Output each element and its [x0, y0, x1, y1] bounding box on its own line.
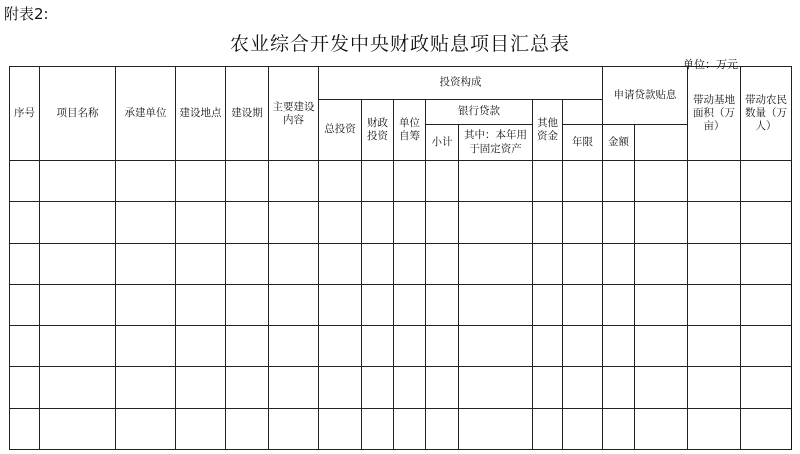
table-cell[interactable] — [563, 243, 603, 284]
header-undertaking-unit: 承建单位 — [116, 67, 176, 161]
table-cell[interactable] — [603, 408, 635, 449]
table-cell[interactable] — [40, 326, 116, 367]
table-cell[interactable] — [688, 367, 741, 408]
table-cell[interactable] — [362, 202, 394, 243]
header-period: 建设期 — [226, 67, 269, 161]
table-cell[interactable] — [269, 202, 319, 243]
table-cell[interactable] — [226, 326, 269, 367]
table-cell[interactable] — [116, 326, 176, 367]
table-cell[interactable] — [362, 326, 394, 367]
table-cell[interactable] — [176, 326, 226, 367]
appendix-label: 附表2: — [4, 5, 49, 23]
table-cell[interactable] — [688, 161, 741, 202]
table-cell[interactable] — [269, 161, 319, 202]
table-cell[interactable] — [426, 326, 459, 367]
header-main-content: 主要建设内容 — [269, 67, 319, 161]
header-investment: 投资构成 — [319, 67, 603, 100]
header-other-funds: 其他资金 — [533, 100, 563, 161]
table-cell[interactable] — [635, 202, 688, 243]
table-cell[interactable] — [176, 202, 226, 243]
table-cell[interactable] — [426, 284, 459, 325]
table-cell[interactable] — [116, 284, 176, 325]
table-cell[interactable] — [269, 408, 319, 449]
table-cell[interactable] — [319, 284, 362, 325]
table-cell[interactable] — [741, 161, 792, 202]
table-cell[interactable] — [459, 326, 533, 367]
table-cell[interactable] — [40, 284, 116, 325]
unit-label: 单位：万元 — [683, 58, 738, 71]
table-row — [10, 326, 792, 367]
table-cell[interactable] — [741, 326, 792, 367]
table-cell[interactable] — [40, 408, 116, 449]
table-cell[interactable] — [635, 284, 688, 325]
table-cell[interactable] — [563, 202, 603, 243]
table-cell[interactable] — [10, 326, 40, 367]
table-cell[interactable] — [176, 243, 226, 284]
table-cell[interactable] — [603, 202, 635, 243]
table-cell[interactable] — [459, 408, 533, 449]
table-cell[interactable] — [563, 326, 603, 367]
header-subtotal: 小计 — [426, 125, 459, 161]
table-cell[interactable] — [688, 326, 741, 367]
table-cell[interactable] — [226, 243, 269, 284]
table-cell[interactable] — [688, 284, 741, 325]
table-cell[interactable] — [741, 367, 792, 408]
table-cell[interactable] — [635, 408, 688, 449]
table-cell[interactable] — [394, 326, 426, 367]
table-cell[interactable] — [362, 243, 394, 284]
table-row — [10, 243, 792, 284]
table-cell[interactable] — [563, 408, 603, 449]
table-cell[interactable] — [394, 284, 426, 325]
table-cell[interactable] — [226, 284, 269, 325]
table-cell[interactable] — [362, 161, 394, 202]
table-cell[interactable] — [226, 408, 269, 449]
header-total-investment: 总投资 — [319, 100, 362, 161]
table-cell[interactable] — [741, 243, 792, 284]
header-location: 建设地点 — [176, 67, 226, 161]
table-cell[interactable] — [533, 284, 563, 325]
table-cell[interactable] — [394, 161, 426, 202]
table-cell[interactable] — [319, 243, 362, 284]
table-cell[interactable] — [635, 243, 688, 284]
table-cell[interactable] — [176, 408, 226, 449]
table-cell[interactable] — [394, 202, 426, 243]
table-cell[interactable] — [116, 408, 176, 449]
table-cell[interactable] — [563, 367, 603, 408]
table-cell[interactable] — [10, 161, 40, 202]
table-cell[interactable] — [226, 367, 269, 408]
table-cell[interactable] — [362, 408, 394, 449]
table-cell[interactable] — [459, 161, 533, 202]
table-cell[interactable] — [319, 367, 362, 408]
table-cell[interactable] — [116, 243, 176, 284]
table-cell[interactable] — [269, 367, 319, 408]
table-cell[interactable] — [10, 243, 40, 284]
table-cell[interactable] — [533, 202, 563, 243]
table-cell[interactable] — [459, 284, 533, 325]
table-cell[interactable] — [603, 243, 635, 284]
table-cell[interactable] — [533, 243, 563, 284]
header-bank-loan: 银行贷款 — [426, 100, 533, 125]
header-years: 年限 — [563, 125, 603, 161]
header-amount: 金额 — [603, 125, 635, 161]
table-row — [10, 161, 792, 202]
table-cell[interactable] — [533, 408, 563, 449]
table-cell[interactable] — [226, 161, 269, 202]
table-cell[interactable] — [741, 284, 792, 325]
table-cell[interactable] — [741, 202, 792, 243]
table-cell[interactable] — [635, 367, 688, 408]
table-cell[interactable] — [319, 161, 362, 202]
table-cell[interactable] — [40, 367, 116, 408]
table-cell[interactable] — [319, 326, 362, 367]
table-row — [10, 202, 792, 243]
table-cell[interactable] — [741, 408, 792, 449]
table-cell[interactable] — [116, 202, 176, 243]
table-cell[interactable] — [362, 284, 394, 325]
header-loan-subsidy: 申请贷款贴息 — [603, 67, 688, 125]
table-cell[interactable] — [459, 243, 533, 284]
table-cell[interactable] — [459, 202, 533, 243]
header-seq: 序号 — [10, 67, 40, 161]
table-cell[interactable] — [269, 326, 319, 367]
table-cell[interactable] — [426, 367, 459, 408]
table-cell[interactable] — [10, 284, 40, 325]
header-farmers-count: 带动农民数量（万人） — [741, 67, 792, 161]
table-cell[interactable] — [176, 161, 226, 202]
table-cell[interactable] — [688, 408, 741, 449]
table-cell[interactable] — [426, 408, 459, 449]
table-cell[interactable] — [10, 202, 40, 243]
table-cell[interactable] — [40, 243, 116, 284]
table-cell[interactable] — [394, 367, 426, 408]
summary-table — [9, 66, 792, 450]
table-cell[interactable] — [394, 243, 426, 284]
header-project-name: 项目名称 — [40, 67, 116, 161]
header-self-raised: 单位自筹 — [394, 100, 426, 161]
table-cell[interactable] — [426, 243, 459, 284]
table-cell[interactable] — [176, 284, 226, 325]
table-cell[interactable] — [269, 243, 319, 284]
table-cell[interactable] — [635, 326, 688, 367]
table-cell[interactable] — [40, 161, 116, 202]
table-cell[interactable] — [563, 284, 603, 325]
table-cell[interactable] — [603, 161, 635, 202]
table-cell[interactable] — [226, 202, 269, 243]
table-cell[interactable] — [603, 326, 635, 367]
table-cell[interactable] — [116, 367, 176, 408]
table-cell[interactable] — [688, 202, 741, 243]
table-row — [10, 367, 792, 408]
table-cell[interactable] — [394, 408, 426, 449]
table-cell[interactable] — [533, 161, 563, 202]
page-title: 农业综合开发中央财政贴息项目汇总表 — [229, 33, 570, 55]
table-cell[interactable] — [603, 284, 635, 325]
table-cell[interactable] — [10, 367, 40, 408]
table-body — [10, 161, 792, 450]
table-cell[interactable] — [533, 367, 563, 408]
table-cell[interactable] — [10, 408, 40, 449]
table-cell[interactable] — [319, 202, 362, 243]
table-cell[interactable] — [688, 243, 741, 284]
table-cell[interactable] — [116, 161, 176, 202]
table-cell[interactable] — [603, 367, 635, 408]
header-base-area: 带动基地面积（万亩） — [688, 67, 741, 161]
table-cell[interactable] — [319, 408, 362, 449]
header-fiscal-investment: 财政投资 — [362, 100, 394, 161]
table-cell[interactable] — [426, 202, 459, 243]
table-cell[interactable] — [426, 161, 459, 202]
table-cell[interactable] — [459, 367, 533, 408]
table-cell[interactable] — [176, 367, 226, 408]
table-cell[interactable] — [563, 161, 603, 202]
table-cell[interactable] — [635, 161, 688, 202]
table-cell[interactable] — [40, 202, 116, 243]
table-cell[interactable] — [362, 367, 394, 408]
table-row — [10, 284, 792, 325]
table-row — [10, 408, 792, 449]
header-fixed-asset-note: 其中：本年用于固定资产 — [459, 125, 533, 161]
table-cell[interactable] — [533, 326, 563, 367]
table-cell[interactable] — [269, 284, 319, 325]
